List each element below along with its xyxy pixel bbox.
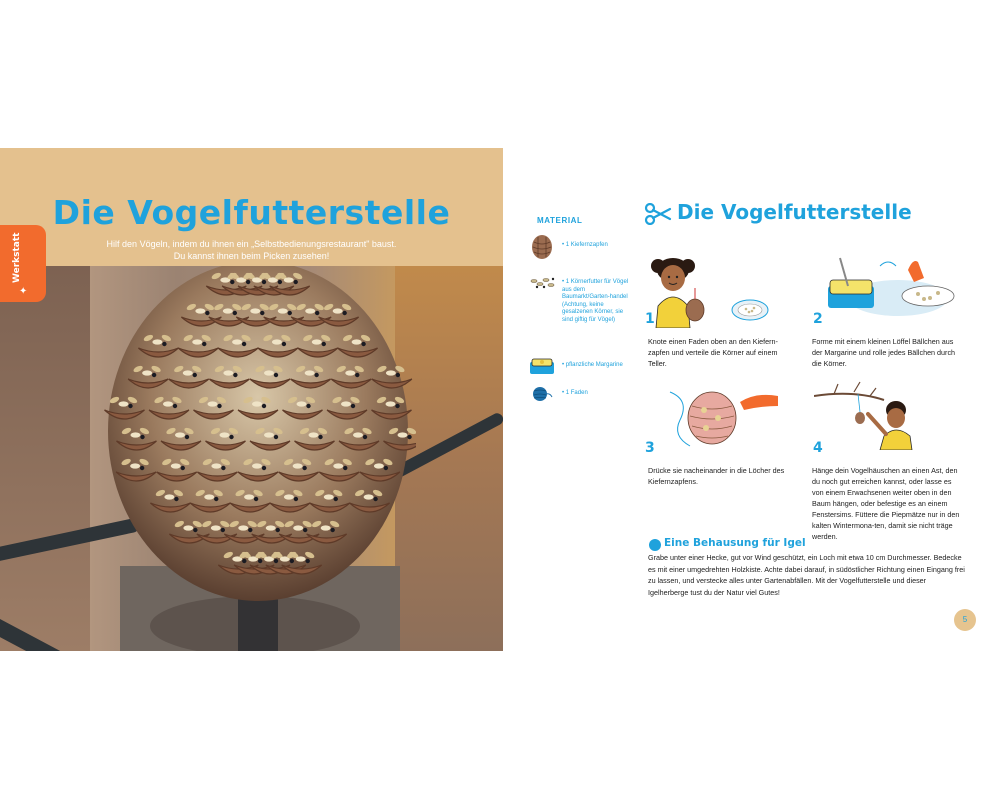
intro-line-1: Hilf den Vögeln, indem du ihnen ein „Selbstbedienungsrestaurant" baust. [106,239,397,249]
instructions-title: Die Vogelfutterstelle [677,200,912,224]
page-title: Die Vogelfutterstelle [52,193,451,232]
material-item-label: • 1 Kiefernzapfen [562,242,608,248]
page-number: 5 [954,609,976,631]
birdseed-icon [529,275,557,291]
thread-spool-icon [531,385,553,403]
pinecone-icon [529,234,555,260]
step-text: Drücke sie nacheinander in die Löcher des Kiefernzapfens. [648,466,785,486]
material-heading: MATERIAL [537,216,583,225]
step-number: 4 [813,440,823,456]
tip-text: Grabe unter einer Hecke, gut vor Wind geschützt, ein Loch mit etwa 10 cm Durchmesser. Bedecke es mit einer umgedrehten Holzkiste. Achte dabei darauf, in südöstlicher Richtung einen Eingang frei zu lassen, und verstecke alles unter Gartenabfällen. Mit der Vogelfutterstelle und dieser Igelherberge tust du der Natur viel Gutes! [648,553,965,597]
step-1-illustration [650,248,770,328]
intro-line-2: Du kannst ihnen beim Picken zusehen! [173,251,330,261]
step-3-illustration [660,380,790,450]
step-number: 3 [645,440,655,456]
margarine-icon [529,357,555,375]
step-2-illustration [818,252,958,322]
step-number: 1 [645,311,655,327]
hedgehog-tip-icon [649,539,661,551]
step-number: 2 [813,311,823,327]
section-tab-label: Werkstatt [12,232,22,284]
scissors-icon [644,203,672,225]
leaf-icon: ✦ [19,286,28,297]
step-text: Forme mit einem kleinen Löffel Bällchen aus der Margarine und rolle jedes Bällchen durch die Körner. [812,337,956,368]
material-item-label: • 1 Körnerfutter für Vögel aus dem Baumarkt/Garten-handel (Achtung, keine gesalzenen Körner, sie sind giftig für Vögel) [562,279,629,323]
step-text: Hänge dein Vogelhäuschen an einen Ast, den du noch gut erreichen kannst, oder lasse es von einem Erwachsenen weiter oben in den Baum hängen, oder befestige es an einem Fenstersims. Füttere die Piepmätze nur in den kalten Wintermona-ten, damit sie nicht träge werden. [812,466,960,541]
material-item-label: • pflanzliche Margarine [562,362,623,368]
left-page-header [0,148,503,266]
pinecone-feeder [100,266,416,601]
intro-text [0,238,503,262]
left-page [0,148,503,651]
material-item-label: • 1 Faden [562,390,588,396]
step-4-illustration [814,380,934,450]
tip-title: Eine Behausung für Igel [664,537,806,549]
step-text: Knote einen Faden oben an den Kiefern-zapfen und verteile die Körner auf einem Teller. [648,337,778,368]
pinecone-bird-feeder-photo [0,266,503,651]
